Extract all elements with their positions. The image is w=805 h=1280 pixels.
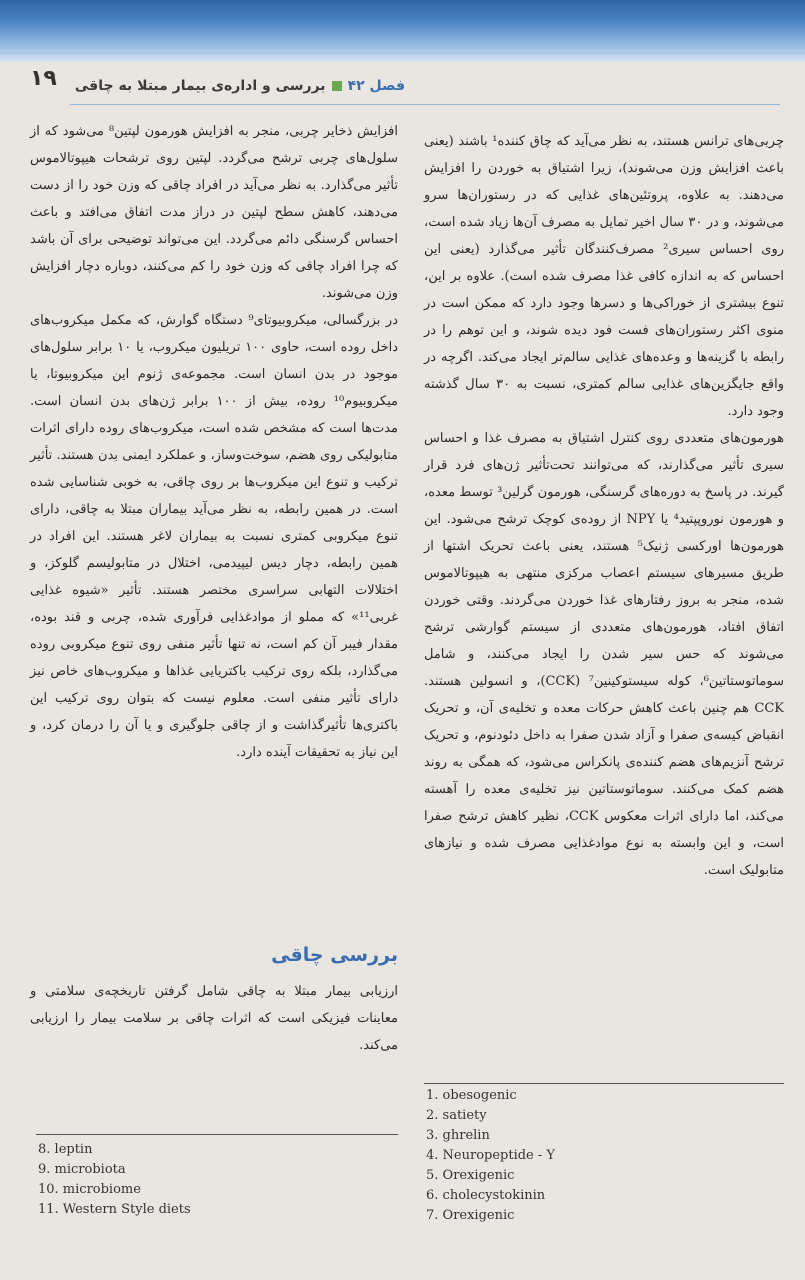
footnote-4: 4. Neuropeptide - Y [426, 1148, 555, 1163]
footnote-7: 7. Orexigenic [426, 1208, 515, 1223]
footnote-rule-left [36, 1134, 398, 1135]
chapter-marker-square [332, 81, 342, 91]
footnotes-left [38, 1140, 191, 1220]
footnotes-right [426, 1086, 555, 1226]
right-paragraph-2: هورمون‌های متعددی روی کنترل اشتیاق به مصرف غذا و احساس سیری تأثیر می‌گذارند، که می‌توانند تحت‌تأثیر ژن‌های فرد قرار گیرند. در پاسخ به دوره‌های گرسنگی، هورمون گرلین³ توسط معده، و هورمون نوروپپتید⁴ یا NPY از روده‌ی کوچک ترشح می‌شود. این هورمون‌ها اورکسی ژنیک⁵ هستند، یعنی باعث تحریک اشتها از طریق مسیرهای سیستم اعصاب مرکزی منتهی به هیپوتالاموس شده، منجر به بروز رفتارهای غذا خوردن می‌گردند. وقتی خوردن اتفاق افتاد، هورمون‌های متعددی از سیستم گوارشی ترشح می‌شوند که حس سیر شدن را ایجاد می‌کنند، و شامل سوماتوستاتین⁶، کوله سیستوکینین⁷ (CCK)، و انسولین هستند. CCK هم چنین باعث کاهش حرکات معده و تخلیه‌ی آن، و تحریک انقباض کیسه‌ی صفرا و آزاد شدن صفرا به داخل دئودنوم، و تحریک ترشح آنزیم‌های هضم کننده‌ی پانکراس می‌شود، که همگی به روند هضم کمک می‌کنند. سوماتوستاتین نیز تخلیه‌ی معده را آهسته می‌کند، اما دارای اثرات معکوس CCK، نظیر کاهش ترشح صفرا است، و این وابسته به نوع موادغذایی مصرف شده و نیازهای متابولیک است. [424, 431, 785, 878]
chapter-label: فصل ۴۲ [347, 78, 405, 94]
right-column [424, 128, 784, 884]
left-column-bottom [30, 978, 398, 1059]
footnote-5: 5. Orexigenic [426, 1168, 515, 1183]
footnote-9: 9. microbiota [38, 1162, 126, 1177]
footnote-8: 8. leptin [38, 1142, 93, 1157]
footnote-1: 1. obesogenic [426, 1088, 517, 1103]
right-paragraph-1: چربی‌های ترانس هستند، به نظر می‌آید که چاق کننده‌¹ باشند (یعنی باعث افزایش وزن می‌شوند)، زیرا اشتیاق به خوردن را افزایش می‌دهند. به علاوه، پروتئین‌های غذایی که در رستوران‌ها سرو می‌شوند، و در ۳۰ سال اخیر تمایل به مصرف آن‌ها زیاد شده است، روی احساس سیری² مصرف‌کنندگان تأثیر می‌گذارد (یعنی این احساس که به اندازه کافی غذا مصرف شده است). علاوه بر این، تنوع بیشتری از خوراکی‌ها و دسرها وجود دارد که ممکن است در منوی اکثر رستوران‌های فست فود دیده شوند، و این توهم را در رابطه با گزینه‌ها و وعده‌های غذایی سالم‌تر ایجاد می‌کند. اگرچه در واقع جایگزین‌های غذایی سالم کمتری، نسبت به ۳۰ سال گذشته وجود دارد. [424, 134, 784, 419]
footnote-10: 10. microbiome [38, 1182, 141, 1197]
left-paragraph-2: در بزرگسالی، میکروبیوتای⁹ دستگاه گوارش، که مکمل میکروب‌های داخل روده است، حاوی ۱۰۰ تریلیون میکروب، یا ۱۰ برابر سلول‌های موجود در بدن انسان است. مجموعه‌ی ژنوم این میکروبیوتا، یا میکروبیوم¹⁰ روده، بیش از ۱۰۰ برابر ژن‌های بدن انسان است. مدت‌ها است که مشخص شده است، میکروب‌های روده دارای اثرات متابولیکی روی هضم، سوخت‌وساز، و عملکرد ایمنی بدن هستند. تأثیر ترکیب و تنوع این میکروب‌ها بر روی چاقی، به خوبی شناسایی شده است. در همین رابطه، به نظر می‌آید بیماران مبتلا به چاقی، دارای تنوع میکروبی کمتری نسبت به بیماران لاغر هستند. این افراد در همین رابطه، دچار دیس لیپیدمی، اختلال در متابولیسم گلوکز، و اختلالات التهابی سراسری مختصر هستند. تأثیر «شیوه غذایی غربی¹¹» که مملو از موادغذایی فرآوری شده، چربی و قند بوده، مقدار فیبر آن کم است، نه تنها تأثیر منفی روی تنوع میکروبی روده می‌گذارد، بلکه روی ترکیب باکتریایی غذاها و میکروب‌های خاص نیز دارای تأثیر منفی است. معلوم نیست که بتوان روی ترکیب این باکتری‌ها تأثیرگذاشت و از چاقی جلوگیری و یا آن را درمان کرد، و این نیاز به تحقیقات آینده دارد. [30, 313, 398, 760]
left-paragraph-3: ارزیابی بیمار مبتلا به چاقی شامل گرفتن تاریخچه‌ی سلامتی و معاینات فیزیکی است که اثرات چاقی بر سلامت بیمار را ارزیابی می‌کند. [30, 984, 398, 1053]
footnote-3: 3. ghrelin [426, 1128, 490, 1143]
section-heading: بررسی چاقی [271, 944, 398, 966]
footnote-rule-right [424, 1083, 784, 1084]
running-head [75, 78, 405, 94]
header-band-line [0, 52, 805, 54]
header-rule [70, 104, 780, 105]
footnote-6: 6. cholecystokinin [426, 1188, 546, 1203]
left-column [30, 118, 398, 766]
page-number: ١٩ [30, 66, 57, 91]
footnote-2: 2. satiety [426, 1108, 487, 1123]
footnote-11: 11. Western Style diets [38, 1202, 191, 1217]
left-paragraph-1: افزایش ذخایر چربی، منجر به افزایش هورمون لپتین⁸ می‌شود که از سلول‌های چربی ترشح می‌گردد. لپتین روی ترشحات هیپوتالاموس تأثیر می‌گذارد. به نظر می‌آید در افراد چاقی که وزن خود را از دست می‌دهند، کاهش سطح لپتین در دراز مدت اتفاق می‌افتد و باعث احساس گرسنگی دائم می‌گردد. این می‌تواند توضیحی برای آن باشد که چرا افراد چاقی که وزن خود را کم می‌کنند، دوباره دچار افزایش وزن می‌شوند. [30, 124, 398, 301]
chapter-title: بررسی و اداره‌ی بیمار مبتلا به چاقی [74, 78, 326, 94]
